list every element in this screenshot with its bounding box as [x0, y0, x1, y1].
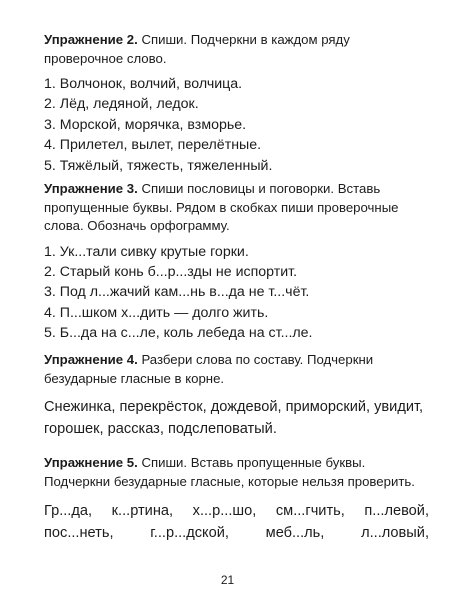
exercise-2-item: 2. Лёд, ледяной, ледок.	[44, 96, 199, 113]
exercise-5	[44, 454, 429, 544]
exercise-3	[44, 180, 429, 344]
exercise-2-item: 5. Тяжёлый, тяжесть, тяжеленный.	[44, 157, 273, 174]
exercise-3-item: 3. Под л...жачий кам...нь в...да не т...чёт.	[44, 284, 310, 301]
exercise-4-words: Снежинка, перекрёсток, дождевой, приморский, увидит, горошек, рассказ, подслеповатый.	[44, 399, 424, 437]
exercise-3-item: 2. Старый конь б...р...зды не испортит.	[44, 263, 298, 280]
exercise-4-instructions: Разбери слова по составу. Подчеркни безударные гласные в корне.	[44, 352, 374, 386]
exercise-4	[44, 351, 429, 440]
exercise-3-instructions: Спиши пословицы и поговорки. Вставь пропущенные буквы. Рядом в скобках пиши проверочные слова. Обозначь орфограмму.	[44, 181, 399, 233]
exercise-2-task	[44, 31, 429, 68]
exercise-5-text	[44, 500, 429, 544]
exercise-3-task	[44, 180, 429, 236]
exercise-3-item: 4. П...шком х...дить — долго жить.	[44, 304, 269, 321]
exercise-2-item: 1. Волчонок, волчий, волчица.	[44, 76, 243, 92]
exercise-4-title: Упражнение 4.	[44, 352, 138, 367]
exercise-2-item: 3. Морской, морячка, взморье.	[44, 116, 247, 133]
exercise-2-instructions: Спиши. Подчеркни в каждом ряду проверочное слово.	[44, 32, 350, 66]
exercise-2-title: Упражнение 2.	[44, 32, 138, 47]
exercise-5-line: Гр...да, к...ртина, х...р...шо, см...гчить, п...левой,	[44, 503, 429, 519]
page-number: 21	[220, 573, 235, 587]
exercise-2-list	[44, 74, 429, 176]
exercise-3-title: Упражнение 3.	[44, 181, 138, 196]
exercise-2	[44, 31, 429, 176]
exercise-4-task	[44, 351, 429, 388]
exercise-3-item: 5. Б...да на с...ле, коль лебеда на ст...ле.	[44, 325, 313, 342]
exercise-5-task	[44, 454, 429, 491]
exercise-2-item: 4. Прилетел, вылет, перелётные.	[44, 137, 262, 154]
exercise-5-line: пос...неть, г...р...дской, меб...ль, л...ловый,	[44, 525, 429, 541]
exercise-5-title: Упражнение 5.	[44, 455, 138, 470]
exercise-3-list	[44, 242, 429, 344]
exercise-3-item: 1. Ук...тали сивку крутые горки.	[44, 243, 249, 260]
exercise-5-instructions: Спиши. Вставь пропущенные буквы. Подчеркни безударные гласные, которые нельзя проверить.	[44, 455, 415, 489]
